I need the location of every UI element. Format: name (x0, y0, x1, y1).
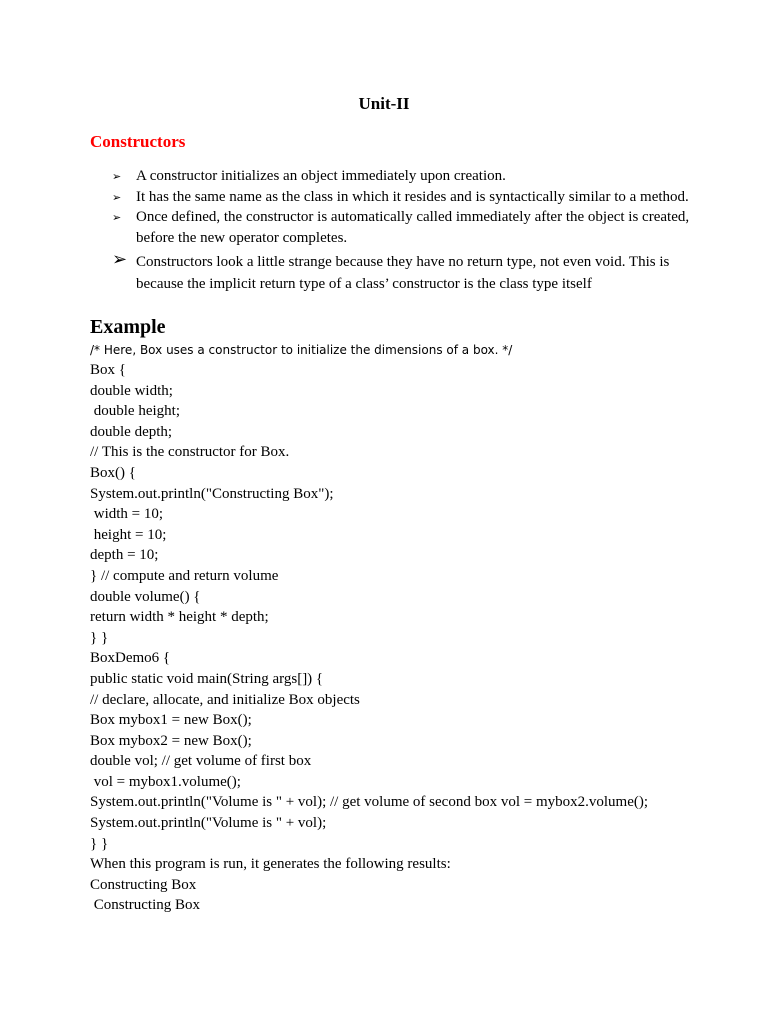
arrow-bullet-icon: ➢ (112, 249, 128, 269)
bullet-item (90, 207, 690, 248)
section-heading: Constructors (90, 132, 186, 151)
code-line: Constructing Box (90, 876, 197, 893)
example-heading: Example (90, 316, 166, 338)
code-line: When this program is run, it generates the following results: (90, 856, 451, 873)
code-line: BoxDemo6 { (90, 650, 171, 667)
code-line: width = 10; (90, 506, 164, 523)
code-line: System.out.println("Constructing Box"); (90, 485, 334, 502)
bullet-text: It has the same name as the class in which it resides and is syntactically similar to a method. (136, 188, 689, 205)
bullet-item (90, 251, 690, 295)
code-line: return width * height * depth; (90, 609, 269, 626)
bullet-list (90, 166, 690, 295)
code-line: double volume() { (90, 588, 201, 605)
code-line: double width; (90, 382, 173, 399)
code-line: } // compute and return volume (90, 567, 279, 584)
bullet-item (90, 166, 690, 187)
arrow-bullet-icon: ➢ (112, 212, 122, 224)
code-line: } } (90, 629, 109, 646)
bullet-text: Constructors look a little strange because they have no return type, not even void. This is because the implicit return type of a class’ constructor is the class type itself (136, 254, 670, 292)
code-line: public static void main(String args[]) { (90, 670, 324, 687)
code-line: double height; (90, 403, 180, 420)
bullet-item (90, 187, 690, 208)
arrow-bullet-icon: ➢ (112, 171, 122, 183)
code-line: height = 10; (90, 526, 167, 543)
page-title: Unit-II (358, 94, 410, 113)
code-line: System.out.println("Volume is " + vol); // get volume of second box vol = mybox2.volume(); (90, 794, 649, 811)
code-line: Box() { (90, 464, 136, 481)
code-line: Constructing Box (90, 897, 201, 914)
code-block (90, 360, 730, 916)
code-line: vol = mybox1.volume(); (90, 773, 241, 790)
code-line: double vol; // get volume of first box (90, 753, 312, 770)
bullet-text: A constructor initializes an object immediately upon creation. (136, 168, 506, 184)
code-line: Box mybox2 = new Box(); (90, 732, 252, 749)
arrow-bullet-icon: ➢ (112, 191, 122, 204)
example-comment: /* Here, Box uses a constructor to initialize the dimensions of a box. */ (90, 343, 513, 357)
code-line: // This is the constructor for Box. (90, 444, 290, 461)
code-line: depth = 10; (90, 547, 159, 564)
bullet-text: Once defined, the constructor is automatically called immediately after the object is created, before the new operator completes. (136, 209, 690, 246)
code-line: Box { (90, 362, 126, 378)
code-line: double depth; (90, 423, 173, 440)
code-line: System.out.println("Volume is " + vol); (90, 815, 327, 832)
code-line: // declare, allocate, and initialize Box objects (90, 691, 360, 708)
code-line: } } (90, 835, 109, 852)
code-line: Box mybox1 = new Box(); (90, 712, 252, 729)
